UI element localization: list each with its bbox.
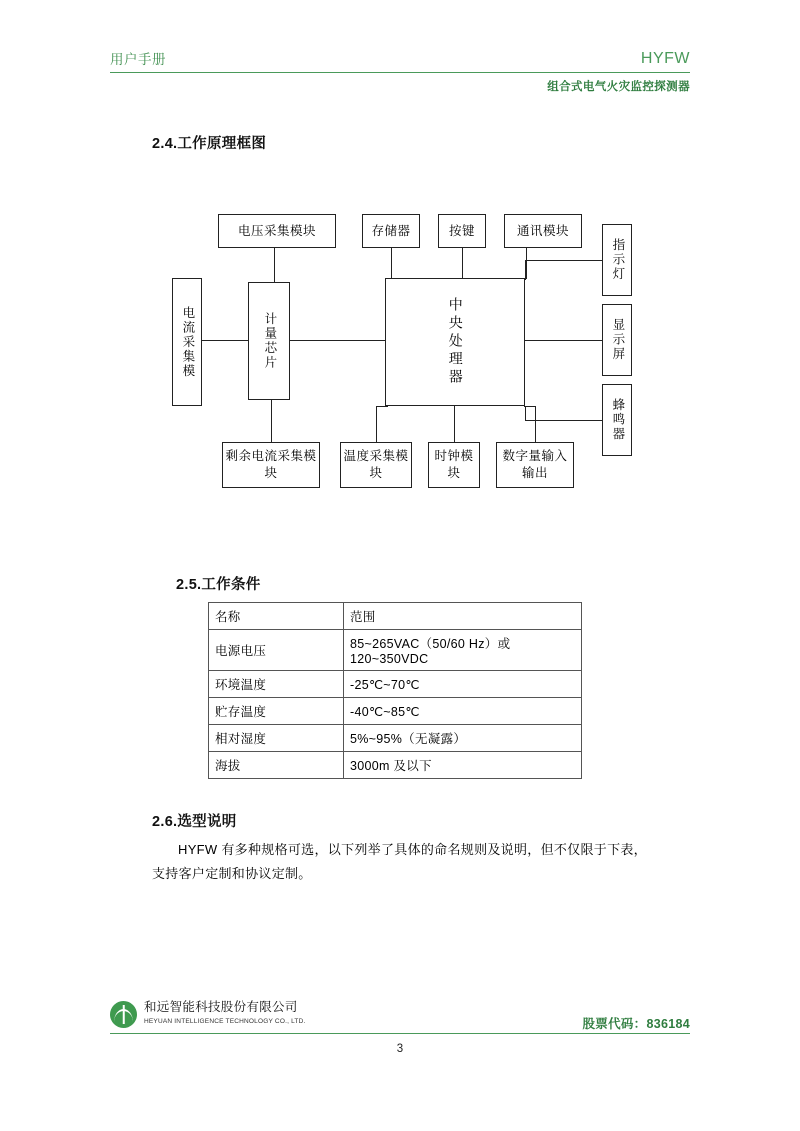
diagram-box-digital-io: 数字量输入输出 <box>496 442 574 488</box>
table-row <box>209 671 582 698</box>
table-cell-label: 相对湿度 <box>209 725 344 752</box>
connector-voltage-to-chip <box>274 248 275 282</box>
connector-comm-to-cpu <box>526 248 527 278</box>
connector-cpu-right-bus-bottom <box>525 406 526 421</box>
table-cell-value: 3000m 及以下 <box>344 752 582 779</box>
table-cell-value: -25℃~70℃ <box>344 671 582 698</box>
header-row <box>110 48 690 68</box>
diagram-box-residual-current: 剩余电流采集模块 <box>222 442 320 488</box>
connector-cpu-right-bus-top <box>525 260 526 280</box>
page-header <box>110 48 690 94</box>
table-row <box>209 698 582 725</box>
table-row <box>209 725 582 752</box>
section-heading-2-5: 2.5.工作条件 <box>176 577 261 593</box>
connector-cpu-to-clock <box>454 406 455 442</box>
table-cell-value: 85~265VAC（50/60 Hz）或 120~350VDC <box>344 630 582 671</box>
working-conditions-table-wrap <box>208 602 582 779</box>
company-logo-icon <box>110 1001 137 1028</box>
table-cell-label: 海拔 <box>209 752 344 779</box>
connector-cpu-to-digital-io <box>535 406 536 442</box>
diagram-box-indicator-lamp: 指示灯 <box>602 224 632 296</box>
connector-digital-io-join <box>524 406 536 407</box>
diagram-box-keys: 按键 <box>438 214 486 248</box>
stock-code: 股票代码：836184 <box>582 1017 690 1031</box>
table-header-name: 名称 <box>209 603 344 630</box>
block-diagram <box>150 200 670 520</box>
connector-current-to-chip <box>202 340 248 341</box>
connector-cpu-to-display <box>525 340 602 341</box>
table-row <box>209 630 582 671</box>
header-divider <box>110 72 690 73</box>
page-number: 3 <box>396 1043 404 1055</box>
connector-storage-to-cpu <box>391 248 392 278</box>
footer-company <box>110 1000 306 1028</box>
company-name-en: HEYUAN INTELLIGENCE TECHNOLOGY CO., LTD. <box>144 1018 306 1025</box>
table-cell-value: 5%~95%（无凝露） <box>344 725 582 752</box>
table-row <box>209 752 582 779</box>
diagram-box-buzzer: 蜂鸣器 <box>602 384 632 456</box>
table-cell-label: 电源电压 <box>209 630 344 671</box>
table-body <box>209 603 582 779</box>
company-name-cn: 和远智能科技股份有限公司 <box>144 1000 298 1014</box>
diagram-box-current-module: 电流采集模 <box>172 278 202 406</box>
header-subtitle: 组合式电气火灾监控探测器 <box>547 81 690 93</box>
diagram-box-temperature: 温度采集模块 <box>340 442 412 488</box>
section-heading-2-6: 2.6.选型说明 <box>152 814 237 830</box>
header-brand: HYFW <box>640 50 690 67</box>
table-header-row <box>209 603 582 630</box>
diagram-box-display-screen: 显示屏 <box>602 304 632 376</box>
working-conditions-table <box>208 602 582 779</box>
table-cell-value: -40℃~85℃ <box>344 698 582 725</box>
table-cell-label: 环境温度 <box>209 671 344 698</box>
diagram-box-clock: 时钟模块 <box>428 442 480 488</box>
connector-cpu-to-temperature <box>376 406 377 442</box>
table-cell-label: 贮存温度 <box>209 698 344 725</box>
diagram-box-cpu: 中央处理器 <box>385 278 525 406</box>
header-left-label: 用户手册 <box>110 52 166 67</box>
connector-chip-to-cpu <box>290 340 385 341</box>
connector-cpu-to-buzzer <box>525 420 602 421</box>
diagram-box-storage: 存储器 <box>362 214 420 248</box>
company-names <box>144 1000 306 1026</box>
footer-inner <box>110 1000 690 1032</box>
connector-keys-to-cpu <box>462 248 463 278</box>
page-footer <box>110 1000 690 1032</box>
section-heading-2-4: 2.4.工作原理框图 <box>152 136 267 152</box>
diagram-box-comm-module: 通讯模块 <box>504 214 582 248</box>
connector-chip-to-residual <box>271 400 272 442</box>
diagram-box-metering-chip: 计量芯片 <box>248 282 290 400</box>
footer-divider <box>110 1033 690 1034</box>
connector-cpu-to-indicator <box>525 260 602 261</box>
diagram-box-voltage-module: 电压采集模块 <box>218 214 336 248</box>
selection-paragraph: HYFW 有多种规格可选，以下列举了具体的命名规则及说明，但不仅限于下表，支持客户定制和协议定制。 <box>152 842 647 882</box>
table-header-range: 范围 <box>344 603 582 630</box>
connector-temperature-join <box>376 406 388 407</box>
